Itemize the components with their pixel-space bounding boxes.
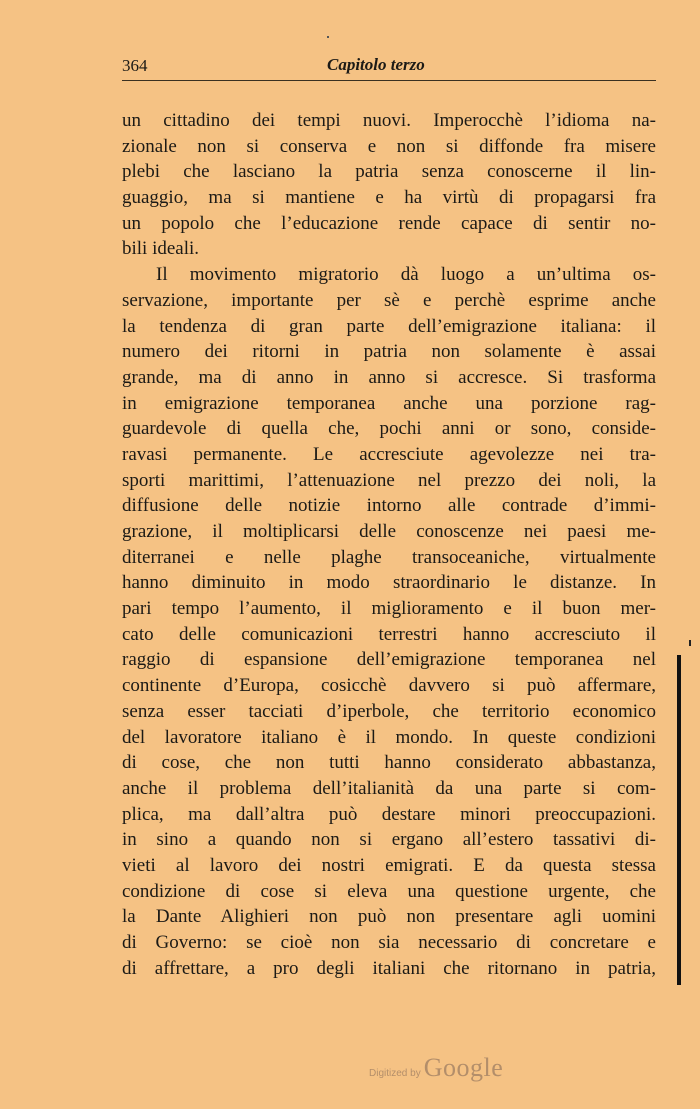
digitized-label: Digitized by	[369, 1068, 421, 1079]
text-line: plica, ma dall’altra può destare minori preoccupazioni.	[122, 803, 656, 825]
text-line: plebi che lasciano la patria senza conoscerne il lin-	[122, 161, 656, 183]
text-line: un popolo che l’educazione rende capace di sentir no-	[122, 212, 656, 234]
text-line: in sino a quando non si ergano all’estero tassativi di-	[122, 829, 656, 851]
text-line: diffusione delle notizie intorno alle contrade d’immi-	[122, 495, 656, 517]
text-line: Il movimento migratorio dà luogo a un’ultima os-	[156, 264, 656, 286]
text-line: guardevole di quella che, pochi anni or sono, conside-	[122, 418, 656, 440]
text-line: di affrettare, a pro degli italiani che ritornano in patria,	[122, 957, 656, 979]
text-line: anche il problema dell’italianità da una parte si com-	[122, 777, 656, 799]
text-line: cato delle comunicazioni terrestri hanno accresciuto il	[122, 623, 656, 645]
text-line: senza esser tacciati d’iperbole, che territorio economico	[122, 700, 656, 722]
text-line: di Governo: se cioè non sia necessario di concretare e	[122, 932, 656, 953]
text-line: pari tempo l’aumento, il miglioramento e il buon mer-	[122, 598, 656, 620]
text-line: servazione, importante per sè e perchè esprime anche	[122, 289, 656, 311]
text-line: raggio di espansione dell’emigrazione temporanea nel	[122, 649, 656, 671]
text-line: un cittadino dei tempi nuovi. Imperocchè l’idioma na-	[122, 110, 656, 131]
page-number: 364	[122, 56, 148, 75]
text-line: del lavoratore italiano è il mondo. In queste condizioni	[122, 726, 656, 748]
running-title: Capitolo terzo	[327, 55, 425, 74]
scan-speck	[327, 36, 329, 38]
text-line: zionale non si conserva e non si diffonde fra misere	[122, 135, 656, 157]
header-rule	[122, 80, 656, 81]
margin-tick	[689, 640, 691, 646]
text-line: hanno diminuito in modo straordinario le distanze. In	[122, 572, 656, 594]
text-line: sporti marittimi, l’attenuazione nel prezzo dei noli, la	[122, 469, 656, 491]
text-line: numero dei ritorni in patria non solamente è assai	[122, 341, 656, 363]
text-line: la tendenza di gran parte dell’emigrazione italiana: il	[122, 315, 656, 337]
text-line: grazione, il moltiplicarsi delle conoscenze nei paesi me-	[122, 521, 656, 542]
body-text	[122, 108, 656, 981]
google-logo: Google	[423, 1053, 504, 1082]
page-edge-shadow	[677, 655, 681, 985]
digitized-watermark	[369, 1053, 503, 1083]
text-line: in emigrazione temporanea anche una porzione rag-	[122, 392, 656, 414]
text-line: bili ideali.	[122, 238, 200, 260]
text-line: vieti al lavoro dei nostri emigrati. E da questa stessa	[122, 854, 656, 876]
text-line: guaggio, ma si mantiene e ha virtù di propagarsi fra	[122, 187, 656, 209]
page-header	[122, 56, 656, 78]
text-line: grande, ma di anno in anno si accresce. Si trasforma	[122, 366, 656, 388]
text-line: continente d’Europa, cosicchè davvero si può affermare,	[122, 675, 656, 697]
text-line: la Dante Alighieri non può non presentare agli uomini	[122, 906, 656, 928]
text-line: condizione di cose si eleva una questione urgente, che	[122, 880, 656, 902]
text-line: ravasi permanente. Le accresciute agevolezze nei tra-	[122, 443, 656, 465]
text-line: diterranei e nelle plaghe transoceaniche, virtualmente	[122, 546, 656, 568]
text-line: di cose, che non tutti hanno considerato abbastanza,	[122, 752, 656, 774]
